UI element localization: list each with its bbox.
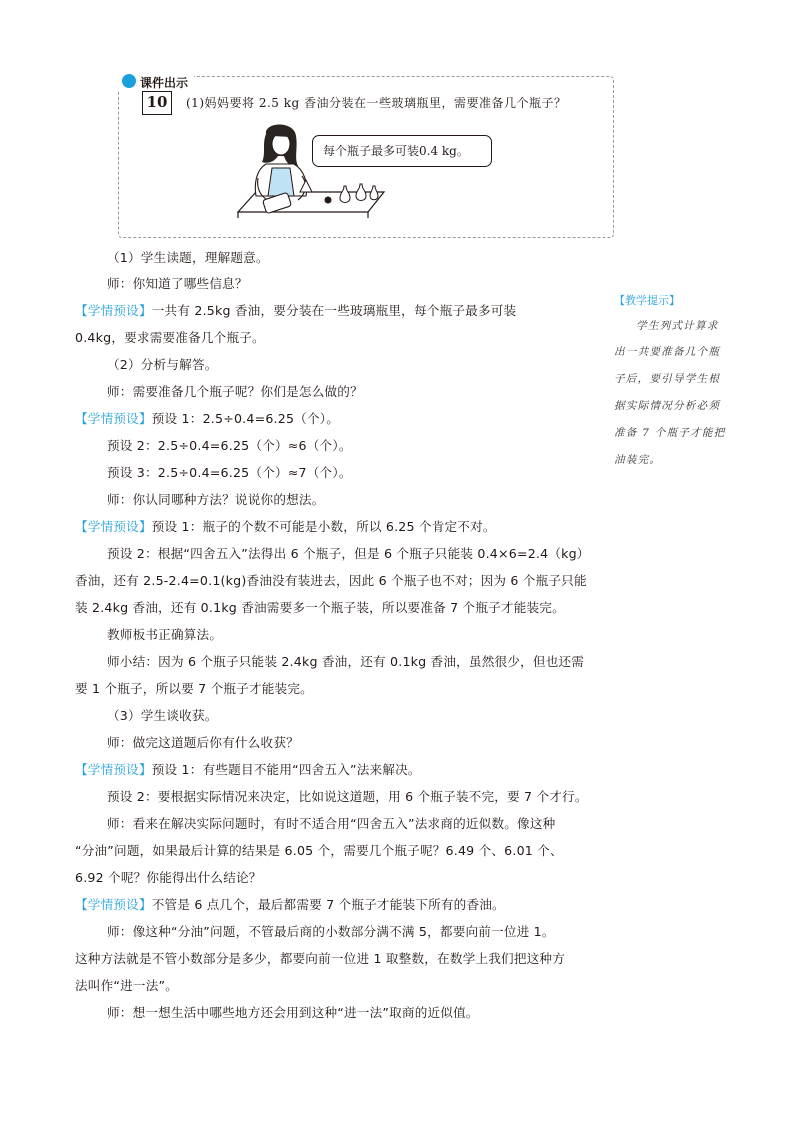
line-text: 教师板书正确算法。 xyxy=(107,627,223,642)
text-line xyxy=(107,383,363,401)
speech-bubble: 每个瓶子最多可装0.4 kg。 xyxy=(312,135,492,167)
preset-tag: 【学情预设】 xyxy=(75,762,152,777)
line-text: 要 1 个瓶子，所以要 7 个瓶子才能装完。 xyxy=(75,681,313,696)
text-line xyxy=(75,518,496,536)
preset-tag: 【学情预设】 xyxy=(75,519,152,534)
text-line xyxy=(75,896,505,914)
line-text: 预设 2：根据“四舍五入”法得出 6 个瓶子，但是 6 个瓶子只能装 0.4×6=2.4（kg） xyxy=(107,546,590,561)
text-line xyxy=(75,761,421,779)
line-text: 香油，还有 2.5-2.4=0.1(kg)香油没有装进去，因此 6 个瓶子也不对；因为 6 个瓶子只能 xyxy=(75,573,587,588)
line-text: 师：想一想生活中哪些地方还会用到这种“进一法”取商的近似值。 xyxy=(107,1005,479,1020)
text-line xyxy=(107,464,352,482)
line-text: 师：你认同哪种方法？说说你的想法。 xyxy=(107,492,325,507)
line-text: 预设 3：2.5÷0.4=6.25（个）≈7（个）。 xyxy=(107,465,352,480)
line-text: 师：需要准备几个瓶子呢？你们是怎么做的？ xyxy=(107,384,363,399)
line-text: （2）分析与解答。 xyxy=(107,357,218,372)
line-text: 这种方法就是不管小数部分是多少，都要向前一位进 1 取整数，在数学上我们把这种方 xyxy=(75,951,565,966)
text-line xyxy=(75,869,262,887)
text-line xyxy=(107,249,269,267)
line-text: 师：你知道了哪些信息？ xyxy=(107,276,248,291)
text-line xyxy=(107,734,299,752)
text-line xyxy=(107,626,222,644)
side-note-line: 出一共要准备几个瓶 xyxy=(614,346,721,358)
text-line xyxy=(107,437,352,455)
line-text: 师：像这种“分油”问题，不管最后商的小数部分满不满 5，都要向前一位进 1。 xyxy=(107,924,555,939)
preset-tag: 【学情预设】 xyxy=(75,411,152,426)
line-text: 预设 1：有些题目不能用“四舍五入”法来解决。 xyxy=(151,762,421,777)
side-note-line: 子后，要引导学生根 xyxy=(614,373,721,385)
line-text: 师：看来在解决实际问题时，有时不适合用“四舍五入”法求商的近似数。像这种 xyxy=(107,816,556,831)
text-line xyxy=(107,815,555,833)
line-text: 预设 2：2.5÷0.4=6.25（个）≈6（个）。 xyxy=(107,438,352,453)
courseware-tab xyxy=(118,72,194,90)
side-note-line: 准备 7 个瓶子才能把 xyxy=(614,427,726,439)
text-line xyxy=(107,653,584,671)
text-line xyxy=(75,572,587,590)
line-text: 师：做完这道题后你有什么收获？ xyxy=(107,735,299,750)
text-line xyxy=(75,302,516,320)
side-note-line: 学生列式计算求 xyxy=(636,320,719,332)
preset-tag: 【学情预设】 xyxy=(75,303,152,318)
line-text: 师小结：因为 6 个瓶子只能装 2.4kg 香油，还有 0.1kg 香油，虽然很少，但也还需 xyxy=(107,654,585,669)
tab-bullet-icon xyxy=(122,74,136,88)
text-line xyxy=(75,950,565,968)
line-text: 预设 1：2.5÷0.4=6.25（个）。 xyxy=(151,411,340,426)
text-line xyxy=(107,788,588,806)
line-text: 一共有 2.5kg 香油，要分装在一些玻璃瓶里，每个瓶子最多可装 xyxy=(151,303,517,318)
preset-tag: 【学情预设】 xyxy=(75,897,152,912)
text-line xyxy=(75,410,339,428)
text-line xyxy=(75,977,178,995)
text-line xyxy=(107,491,325,509)
line-text: 预设 1：瓶子的个数不可能是小数，所以 6.25 个肯定不对。 xyxy=(151,519,496,534)
text-line xyxy=(107,545,590,563)
question-number: 10 xyxy=(142,91,172,115)
question-text: (1)妈妈要将 2.5 kg 香油分装在一些玻璃瓶里，需要准备几个瓶子？ xyxy=(186,96,567,110)
line-text: 装 2.4kg 香油，还有 0.1kg 香油需要多一个瓶子装，所以要准备 7 个瓶子才能装完。 xyxy=(75,600,565,615)
courseware-tab-label: 课件出示 xyxy=(140,76,189,90)
line-text: 不管是 6 点几个，最后都需要 7 个瓶子才能装下所有的香油。 xyxy=(151,897,505,912)
text-line xyxy=(107,275,248,293)
line-text: 6.92 个呢？你能得出什么结论？ xyxy=(75,870,262,885)
line-text: （1）学生读题，理解题意。 xyxy=(107,250,269,265)
text-line xyxy=(75,599,565,617)
text-line xyxy=(75,329,265,347)
line-text: “分油”问题，如果最后计算的结果是 6.05 个，需要几个瓶子呢？6.49 个、6.01 个、 xyxy=(75,843,563,858)
text-line xyxy=(107,707,218,725)
line-text: 0.4kg，要求需要准备几个瓶子。 xyxy=(75,330,265,345)
text-line xyxy=(75,842,563,860)
text-line xyxy=(107,1004,479,1022)
line-text: 法叫作“进一法”。 xyxy=(75,978,179,993)
text-line xyxy=(75,680,313,698)
text-line xyxy=(107,923,555,941)
side-note-title: 【教学提示】 xyxy=(614,294,680,307)
line-text: （3）学生谈收获。 xyxy=(107,708,218,723)
side-note-line: 油装完。 xyxy=(614,454,662,466)
side-note-line: 据实际情况分析必须 xyxy=(614,400,721,412)
text-line xyxy=(107,356,218,374)
line-text: 预设 2：要根据实际情况来决定，比如说这道题，用 6 个瓶子装不完，要 7 个才行。 xyxy=(107,789,588,804)
